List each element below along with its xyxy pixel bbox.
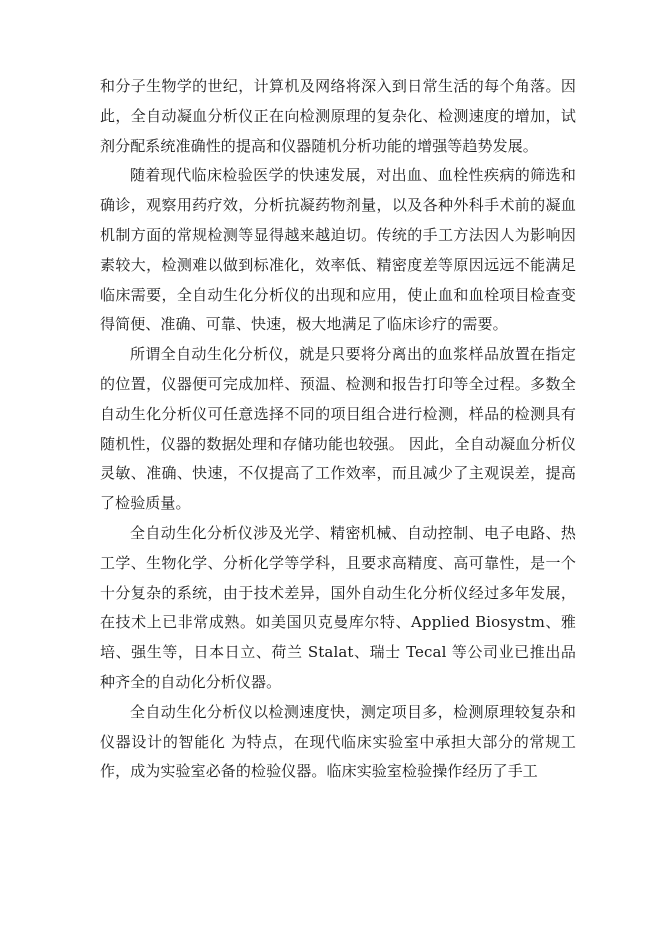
paragraph-5: 全自动生化分析仪以检测速度快，测定项目多，检测原理较复杂和仪器设计的智能化 为特点，在现代临床实验室中承担大部分的常规工作，成为实验室必备的检验仪器。临床实验室检验操作经历了手工 [100, 702, 576, 781]
paragraph-1: 和分子生物学的世纪，计算机及网络将深入到日常生活的每个角落。因此，全自动凝血分析仪正在向检测原理的复杂化、检测速度的增加，试剂分配系统准确性的提高和仪器随机分析功能的增强等趋势发展。 [100, 77, 576, 155]
document-page [100, 72, 576, 787]
paragraph-3: 所谓全自动生化分析仪，就是只要将分离出的血浆样品放置在指定的位置，仪器便可完成加样、预温、检测和报告打印等全过程。多数全自动生化分析仪可任意选择不同的项目组合进行检测，样品的检测具有随机性，仪器的数据处理和存储功能也较强。 因此，全自动凝血分析仪灵敏、准确、快速，不仅提高了工作效率，而且减少了主观误差，提高了检验质量。 [100, 345, 576, 513]
paragraph-2: 随着现代临床检验医学的快速发展，对出血、血栓性疾病的筛选和确诊，观察用药疗效，分析抗凝药物剂量，以及各种外科手术前的凝血机制方面的常规检测等显得越来越迫切。传统的手工方法因人为影响因素较大，检测难以做到标准化，效率低、精密度差等原因远远不能满足临床需要，全自动生化分析仪的出现和应用，使止血和血栓项目检查变得简便、准确、可靠、快速，极大地满足了临床诊疗的需要。 [100, 166, 576, 334]
paragraph-4: 全自动生化分析仪涉及光学、精密机械、自动控制、电子电路、热工学、生物化学、分析化学等学科，且要求高精度、高可靠性，是一个十分复杂的系统，由于技术差异，国外自动生化分析仪经过多年发展，在技术上已非常成熟。如美国贝克曼库尔特、Applied Biosystm、雅培、强生等，日本日立、荷兰 Stalat、瑞士 Tecal 等公司业已推出品种齐全的自动化分析仪器。 [100, 523, 576, 691]
